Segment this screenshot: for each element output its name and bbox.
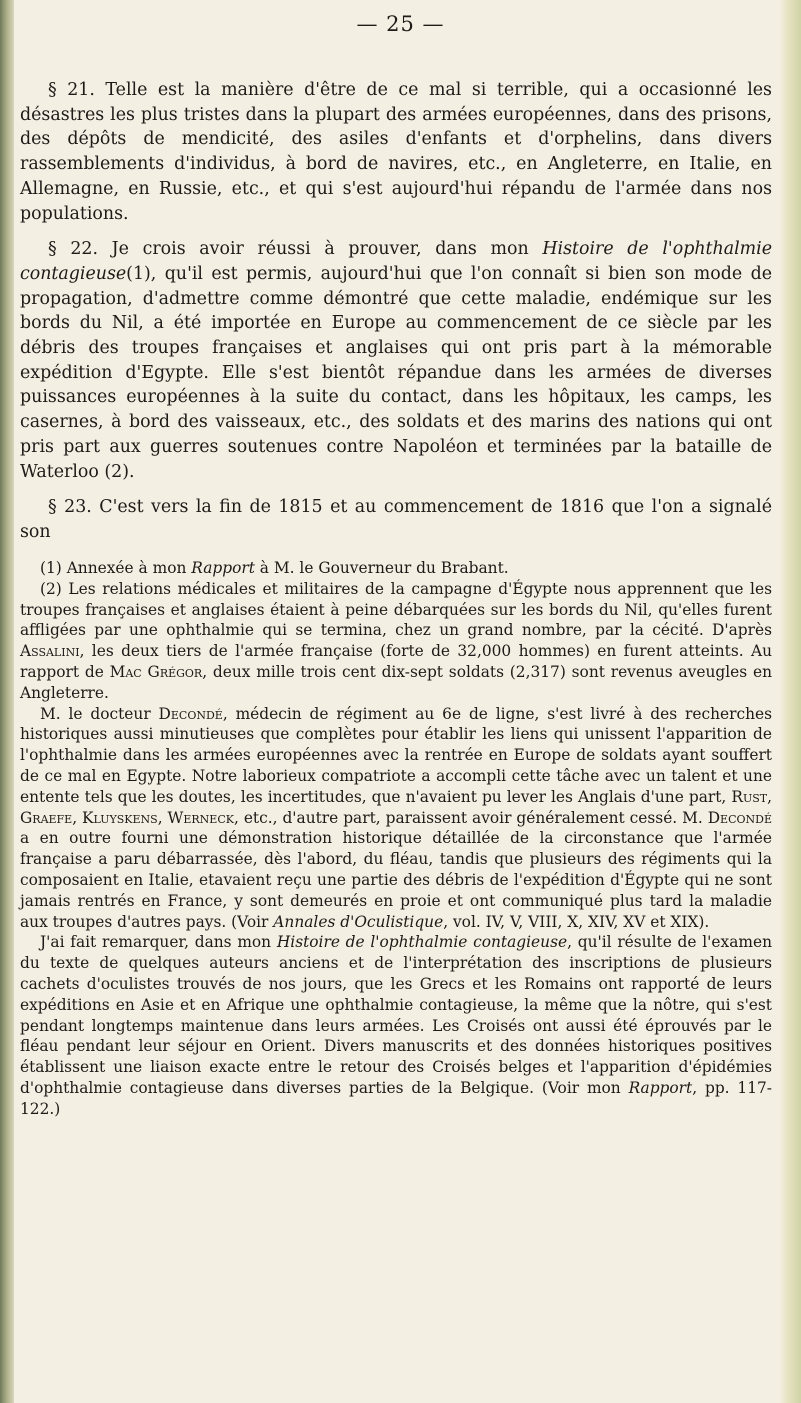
footnote-text: (2) Les relations médicales et militaires de la campagne d'Égypte nous apprennent que les troupes françaises et anglaises étaient à peine débarquées sur les bords du Nil, qu'elles furent affligées par une ophthalmie qui se termina, chez un grand nombre, par la cécité. D'après [20,579,772,640]
footnote-text: , pp. 117-122.) [20,1078,772,1118]
book-title: Rapport [628,1078,693,1097]
page-number: — 25 — [356,12,445,36]
footnote-2-continued [20,704,772,933]
footnote-text: , etc., d'autre part, paraissent avoir généralement cessé. M. [233,808,708,827]
main-text [20,78,772,556]
footnotes [20,558,772,1120]
author-name: Mac Grégor [109,662,203,681]
paragraph-text: § 23. C'est vers la fin de 1815 et au commencement de 1816 que l'on a signalé son [20,497,772,542]
page-right-edge [779,0,801,1403]
page-binding-edge [0,0,14,1403]
footnote-2 [20,579,772,704]
footnote-text: M. le docteur [40,704,159,723]
author-name: Decondé [707,808,772,827]
paragraph-text: § 22. Je crois avoir réussi à prouver, dans mon [48,239,543,260]
footnote-2-remark [20,932,772,1119]
author-name: Assalini [20,642,80,661]
footnote-text: , médecin de régiment au 6e de ligne, s'est livré à des recherches historiques aussi minutieuses que complètes pour établir les liens qui unissent l'apparition de l'ophthalmie dans les armées européennes avec la rentrée en Europe de soldats ayant souffert de ce mal en Egypte. Notre laborieux compatriote a accompli cette tâche avec un talent et une entente tels que les doutes, les incertitudes, que n'avaient pu lever les Anglais d'une part, [20,704,772,806]
paragraph-text: § 21. Telle est la manière d'être de ce mal si terrible, qui a occasionné les désastres les plus tristes dans la plupart des armées européennes, dans des prisons, des dépôts de mendicité, des asiles d'enfants et d'orphelins, dans divers rassemblements d'individus, à bord de navires, etc., en Angleterre, en Italie, en Allemagne, en Russie, etc., et qui s'est aujourd'hui répandu de l'armée dans nos populations. [20,80,772,224]
book-title: Histoire de l'ophthalmie contagieuse [20,239,772,284]
author-names: Rust, Graefe, Kluyskens, Werneck [20,787,772,827]
book-title: Rapport [191,559,255,577]
footnote-text: , les deux tiers de l'armée française (forte de 32,000 hommes) en furent atteints. Au rapport de [20,642,772,681]
paragraph-21 [20,78,772,226]
footnote-text: , qu'il résulte de l'examen du texte de quelques auteurs anciens et de l'interprétation des inscriptions de plusieurs cachets d'oculistes trouvés de nos jours, que les Grecs et les Romains ont rapporté de leurs expéditions en Asie et en Afrique une ophthalmie contagieuse, la même que la nôtre, qui s'est pendant longtemps maintenue dans leurs armées. Les Croisés ont aussi été éprouvés par le fléau pendant leur séjour en Orient. Divers manuscrits et des données historiques positives établissent une liaison exacte entre le retour des Croisés belges et l'apparition d'épidémies d'ophthalmie contagieuse dans diverses parties de la Belgique. (Voir mon [20,933,772,1097]
footnote-text: , deux mille trois cent dix-sept soldats (2,317) sont revenus aveugles en Angleterre. [20,662,772,702]
paragraph-22 [20,237,772,484]
author-name: Decondé [158,704,223,723]
footnote-text: , vol. IV, V, VIII, X, XIV, XV et XIX). [443,912,710,931]
footnote-text: (1) Annexée à mon [40,559,192,577]
footnote-text: à M. le Gouverneur du Brabant. [254,559,509,577]
journal-title: Annales d'Oculistique [273,912,444,931]
footnote-text: J'ai fait remarquer, dans mon [40,933,277,952]
paragraph-text: (1), qu'il est permis, aujourd'hui que l'on connaît si bien son mode de propagation, d'admettre comme démontré que cette maladie, endémique sur les bords du Nil, a été importée en Europe au commencement de ce siècle par les débris des troupes françaises et anglaises qui ont pris part à la mémorable expédition d'Egypte. Elle s'est bientôt répandue dans les armées de diverses puissances européennes à la suite du contact, dans les hôpitaux, les camps, les casernes, à bord des vaisseaux, etc., des soldats et des marins des nations qui ont pris part aux guerres soutenues contre Napoléon et terminées par la bataille de Waterloo (2). [20,263,772,482]
paragraph-23 [20,495,772,544]
book-title: Histoire de l'ophthalmie contagieuse [276,933,568,952]
footnote-text: a en outre fourni une démonstration historique détaillée de la circonstance que l'armée française a paru débarrassée, dès l'abord, du fléau, tandis que plusieurs des régiments qui la composaient en Italie, etavaient reçu une partie des débris de l'expédition d'Égypte qui ne sont jamais rentrés en France, y sont demeurés en proie et ont communiqué plus tard la maladie aux troupes d'autres pays. (Voir [20,829,772,931]
footnote-1 [20,558,772,579]
